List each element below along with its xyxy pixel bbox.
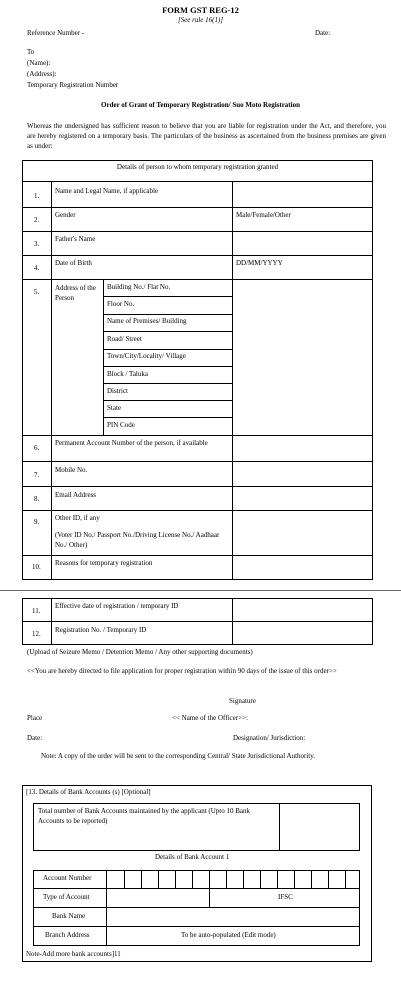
row-number: 11.	[32, 607, 41, 615]
row-number: 3.	[34, 240, 40, 248]
date-label-2: Date:	[27, 734, 43, 742]
ifsc-label: IFSC	[278, 893, 293, 901]
place-label: Place	[27, 714, 43, 722]
page-break	[0, 590, 401, 591]
address-field: State	[107, 404, 121, 412]
upload-note: (Upload of Seizure Memo / Detention Memo / Any other supporting documents)	[27, 648, 253, 656]
row-label-detail: (Voter ID No./ Passport No./Driving License No./ Aadhaar No./ Other)	[55, 531, 220, 549]
bank-name-label: Bank Name	[52, 912, 86, 920]
signature-label: Signature	[229, 697, 256, 705]
form-title: FORM GST REG-12	[162, 5, 239, 15]
address-field: Floor No.	[107, 300, 135, 308]
address-field: Building No./ Flat No.	[107, 283, 171, 291]
date-format: DD/MM/YYYY	[236, 259, 283, 267]
address-field: Road/ Street	[107, 335, 142, 343]
address-field: Name of Premises/ Building	[107, 317, 187, 325]
rule-reference: [See rule 16(1)]	[177, 16, 224, 24]
directive: <<You are hereby directed to file application for proper registration within 90 days of the issue of this order>>	[27, 667, 337, 675]
to-label: To	[27, 48, 35, 56]
address-field: Town/City/Locality/ Village	[107, 352, 186, 360]
address-field: PIN Code	[107, 421, 135, 429]
row-number: 12.	[32, 630, 41, 638]
row-label: Reasons for temporary registration	[55, 559, 153, 567]
bank-details-title: Details of Bank Account 1	[155, 853, 230, 861]
row-label: Address of the Person	[55, 284, 96, 302]
name-label: (Name):	[27, 59, 51, 67]
row-number: 6.	[34, 444, 40, 452]
branch-address-label: Branch Address	[45, 931, 90, 939]
address-field: Block / Taluka	[107, 370, 148, 378]
order-title: Order of Grant of Temporary Registration/ Suo Moto Registration	[101, 101, 300, 109]
temporary-registration-number-label: Temporary Registration Number	[27, 81, 119, 89]
account-number-label: Account Number	[43, 874, 92, 882]
row-number: 4.	[34, 264, 40, 272]
reference-number-label: Reference Number -	[27, 29, 85, 37]
intro-paragraph: Whereas the undersigned has sufficient reason to believe that you are liable for registration under the Act, and therefore, you are hereby registered on a temporary basis. The particulars of the business as ascertained from the business premises are given as under:	[27, 122, 386, 150]
row-label: Permanent Account Number of the person, if available	[55, 439, 208, 447]
address-field: District	[107, 387, 128, 395]
row-number: 7.	[34, 471, 40, 479]
row-label: Name and Legal Name, if applicable	[55, 187, 159, 195]
gender-options: Male/Female/Other	[236, 211, 291, 219]
row-label: Registration No. / Temporary ID	[55, 626, 147, 634]
date-label: Date:	[315, 29, 331, 37]
bank-section-title: [13. Details of Bank Accounts (s) [Optional]	[26, 788, 151, 796]
row-number: 8.	[34, 495, 40, 503]
row-number: 9.	[34, 518, 40, 526]
row-label: Mobile No.	[55, 466, 88, 474]
row-label: Other ID, if any	[55, 514, 100, 522]
designation-label: Designation/ Jurisdiction:	[233, 734, 306, 742]
table-header: Details of person to whom temporary registration granted	[116, 163, 279, 171]
row-number: 2.	[34, 216, 40, 224]
row-label: Effective date of registration / temporary ID	[55, 602, 179, 610]
account-type-label: Type of Account	[43, 893, 90, 901]
row-label: Gender	[55, 211, 76, 219]
row-label: Email Address	[55, 491, 97, 499]
row-number: 10.	[32, 563, 41, 571]
row-number: 1.	[34, 192, 40, 200]
address-label: (Address):	[27, 70, 57, 78]
auto-populated-note: To be auto-populated (Edit mode)	[181, 931, 276, 939]
officer-label: << Name of the Officer>>:	[172, 714, 248, 722]
row-label: Father's Name	[55, 235, 96, 243]
row-number: 5.	[34, 288, 40, 296]
bank-count-label: Total number of Bank Accounts maintained by the applicant (Upto 10 Bank Accounts to be reported)	[38, 807, 250, 825]
add-more-note: Note-Add more bank accounts]11	[26, 950, 121, 958]
copy-note: Note: A copy of the order will be sent to the corresponding Central/ State Jurisdictional Authority.	[41, 752, 316, 760]
row-label: Date of Birth	[55, 259, 92, 267]
